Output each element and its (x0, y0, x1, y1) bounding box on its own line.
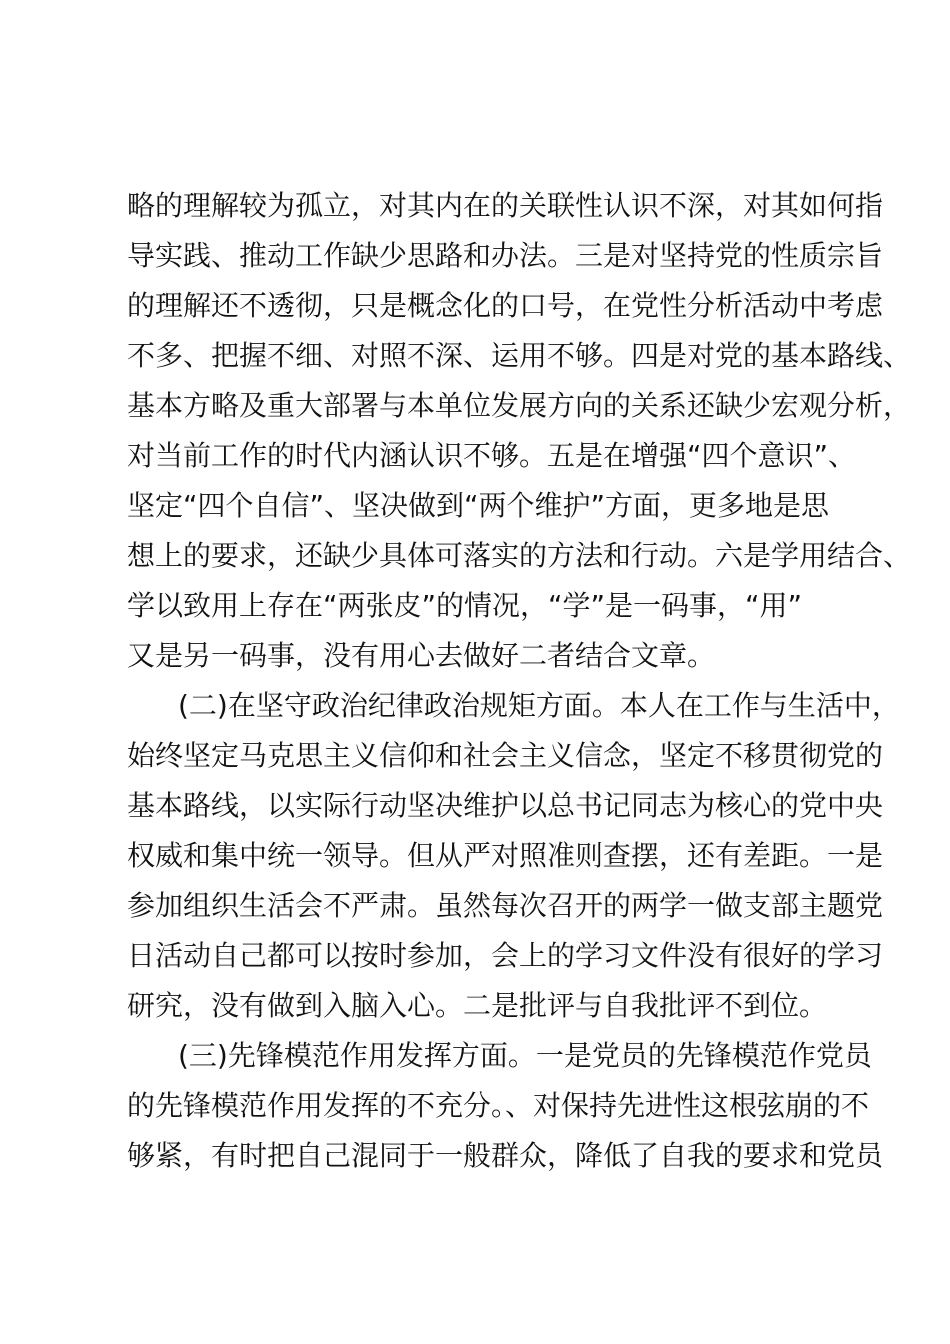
paragraph-heading-line: (二)在坚守政治纪律政治规矩方面。本人在工作与生活中， (178, 689, 900, 722)
text-line: 参加组织生活会不严肃。虽然每次召开的两学一做支部主题党 (127, 889, 884, 922)
text-line: 略的理解较为孤立，对其内在的关联性认识不深，对其如何指 (127, 189, 884, 222)
text-line: 学以致用上存在“两张皮”的情况，“学”是一码事，“用” (127, 589, 803, 622)
text-line: 权威和集中统一领导。但从严对照准则查摆，还有差距。一是 (127, 839, 884, 872)
text-line: 研究，没有做到入脑入心。二是批评与自我批评不到位。 (127, 989, 828, 1022)
text-line: 的先锋模范作用发挥的不充分。、对保持先进性这根弦崩的不 (127, 1089, 870, 1122)
text-line: 始终坚定马克思主义信仰和社会主义信念，坚定不移贯彻党的 (127, 739, 884, 772)
text-line: 想上的要求，还缺少具体可落实的方法和行动。六是学用结合、 (127, 539, 912, 572)
text-line: 不多、把握不细、对照不深、运用不够。四是对党的基本路线、 (127, 339, 912, 372)
text-line: 的理解还不透彻，只是概念化的口号，在党性分析活动中考虑 (127, 289, 884, 322)
text-line: 导实践、推动工作缺少思路和办法。三是对坚持党的性质宗旨 (127, 239, 884, 272)
text-line: 坚定“四个自信”、坚决做到“两个维护”方面，更多地是思 (127, 489, 830, 522)
paragraph-heading-line: (三)先锋模范作用发挥方面。一是党员的先锋模范作党员 (178, 1039, 872, 1072)
text-line: 基本路线，以实际行动坚决维护以总书记同志为核心的党中央 (127, 789, 884, 822)
text-line: 日活动自己都可以按时参加，会上的学习文件没有很好的学习 (127, 939, 884, 972)
text-line: 又是另一码事，没有用心去做好二者结合文章。 (127, 639, 716, 672)
text-line: 基本方略及重大部署与本单位发展方向的关系还缺少宏观分析， (127, 389, 912, 422)
text-line: 够紧，有时把自己混同于一般群众，降低了自我的要求和党员 (127, 1139, 884, 1172)
text-line: 对当前工作的时代内涵认识不够。五是在增强“四个意识”、 (127, 439, 857, 472)
